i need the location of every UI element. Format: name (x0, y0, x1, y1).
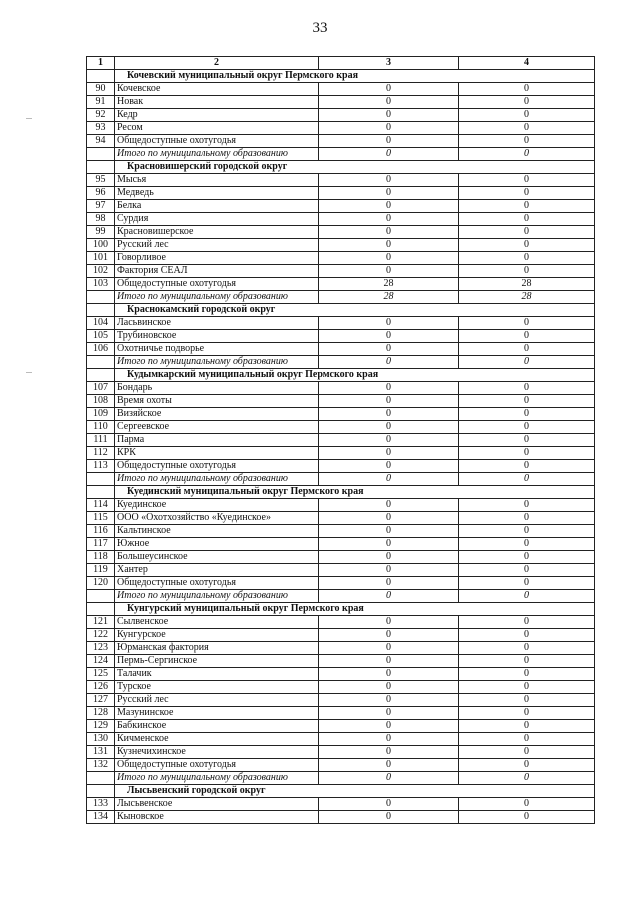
row-value-col4: 0 (459, 473, 595, 486)
table-row (87, 343, 595, 356)
row-name: Куединское (115, 499, 319, 512)
row-value-col3: 0 (319, 681, 459, 694)
row-name: Парма (115, 434, 319, 447)
row-value-col4: 0 (459, 811, 595, 824)
table-row (87, 252, 595, 265)
row-name: Большеусинское (115, 551, 319, 564)
total-row (87, 473, 595, 486)
row-number: 115 (87, 512, 115, 525)
table-row (87, 421, 595, 434)
row-name: Говорливое (115, 252, 319, 265)
section-title: Краснокамский городской округ (115, 304, 595, 317)
row-name: Пермь-Сергинское (115, 655, 319, 668)
row-name: Итого по муниципальному образованию (115, 356, 319, 369)
header-cell: 1 (87, 57, 115, 70)
row-name: Сылвенское (115, 616, 319, 629)
row-value-col3: 0 (319, 317, 459, 330)
row-number: 104 (87, 317, 115, 330)
row-name: Итого по муниципальному образованию (115, 772, 319, 785)
row-name: Ласьвинское (115, 317, 319, 330)
row-value-col4: 0 (459, 252, 595, 265)
row-name: Кичменское (115, 733, 319, 746)
row-name: Сурдия (115, 213, 319, 226)
table-row (87, 96, 595, 109)
row-name: Общедоступные охотугодья (115, 278, 319, 291)
row-value-col4: 0 (459, 356, 595, 369)
row-value-col4: 0 (459, 135, 595, 148)
row-name: Мазунинское (115, 707, 319, 720)
row-number: 96 (87, 187, 115, 200)
row-number: 122 (87, 629, 115, 642)
row-value-col4: 0 (459, 382, 595, 395)
row-number: 105 (87, 330, 115, 343)
row-value-col3: 0 (319, 642, 459, 655)
row-value-col3: 0 (319, 655, 459, 668)
section-title: Кудымкарский муниципальный округ Пермского края (115, 369, 595, 382)
row-name: Общедоступные охотугодья (115, 759, 319, 772)
row-value-col3: 0 (319, 616, 459, 629)
row-value-col3: 0 (319, 135, 459, 148)
section-spacer-cell (87, 785, 115, 798)
row-number: 129 (87, 720, 115, 733)
row-value-col3: 0 (319, 447, 459, 460)
row-value-col3: 0 (319, 382, 459, 395)
row-value-col4: 0 (459, 655, 595, 668)
row-value-col4: 0 (459, 798, 595, 811)
table-row (87, 382, 595, 395)
row-name: Визяйское (115, 408, 319, 421)
row-number: 99 (87, 226, 115, 239)
section-spacer-cell (87, 486, 115, 499)
row-name: КРК (115, 447, 319, 460)
header-cell: 4 (459, 57, 595, 70)
row-name: Мысья (115, 174, 319, 187)
table-row (87, 564, 595, 577)
table-row (87, 759, 595, 772)
table-row (87, 213, 595, 226)
section-title: Куединский муниципальный округ Пермского края (115, 486, 595, 499)
row-name: Трубиновское (115, 330, 319, 343)
section-title: Красновишерский городской округ (115, 161, 595, 174)
row-value-col4: 0 (459, 772, 595, 785)
row-number: 124 (87, 655, 115, 668)
row-value-col3: 0 (319, 512, 459, 525)
scan-mark (26, 118, 32, 119)
row-value-col4: 0 (459, 759, 595, 772)
section-row (87, 603, 595, 616)
table-row (87, 798, 595, 811)
row-value-col3: 0 (319, 174, 459, 187)
section-row (87, 161, 595, 174)
total-row (87, 148, 595, 161)
row-value-col3: 28 (319, 291, 459, 304)
table-row (87, 551, 595, 564)
row-value-col3: 0 (319, 148, 459, 161)
row-value-col3: 0 (319, 96, 459, 109)
row-value-col3: 0 (319, 733, 459, 746)
row-value-col3: 0 (319, 798, 459, 811)
row-value-col4: 0 (459, 460, 595, 473)
row-value-col3: 0 (319, 499, 459, 512)
row-value-col3: 0 (319, 746, 459, 759)
section-spacer-cell (87, 70, 115, 83)
row-number: 106 (87, 343, 115, 356)
row-value-col4: 0 (459, 694, 595, 707)
row-name: Бондарь (115, 382, 319, 395)
row-value-col4: 0 (459, 551, 595, 564)
section-row (87, 304, 595, 317)
row-value-col3: 0 (319, 408, 459, 421)
table-row (87, 187, 595, 200)
table-header-row (87, 57, 595, 70)
section-row (87, 70, 595, 83)
row-name: Итого по муниципальному образованию (115, 590, 319, 603)
row-number: 107 (87, 382, 115, 395)
row-number: 134 (87, 811, 115, 824)
row-number: 102 (87, 265, 115, 278)
row-number (87, 148, 115, 161)
row-name: Кальтинское (115, 525, 319, 538)
row-value-col3: 0 (319, 187, 459, 200)
row-value-col3: 0 (319, 239, 459, 252)
row-number: 93 (87, 122, 115, 135)
row-name: Кыновское (115, 811, 319, 824)
row-value-col4: 0 (459, 408, 595, 421)
row-name: Фактория СЕАЛ (115, 265, 319, 278)
row-value-col3: 0 (319, 252, 459, 265)
row-value-col3: 0 (319, 564, 459, 577)
row-number: 98 (87, 213, 115, 226)
row-number: 97 (87, 200, 115, 213)
row-name: Юрманская фактория (115, 642, 319, 655)
table-row (87, 538, 595, 551)
row-value-col3: 0 (319, 265, 459, 278)
table-row (87, 109, 595, 122)
table-row (87, 577, 595, 590)
row-value-col3: 0 (319, 109, 459, 122)
data-table (86, 56, 595, 824)
row-name: Кедр (115, 109, 319, 122)
row-value-col3: 0 (319, 226, 459, 239)
row-value-col4: 0 (459, 421, 595, 434)
table-row (87, 733, 595, 746)
row-value-col3: 0 (319, 460, 459, 473)
table-row (87, 707, 595, 720)
table-row (87, 655, 595, 668)
row-value-col3: 0 (319, 83, 459, 96)
row-value-col4: 0 (459, 707, 595, 720)
row-value-col3: 0 (319, 720, 459, 733)
row-value-col4: 0 (459, 187, 595, 200)
row-value-col4: 0 (459, 174, 595, 187)
row-number: 100 (87, 239, 115, 252)
row-number: 92 (87, 109, 115, 122)
row-value-col3: 0 (319, 434, 459, 447)
row-name: Медведь (115, 187, 319, 200)
section-spacer-cell (87, 369, 115, 382)
row-value-col3: 0 (319, 694, 459, 707)
table-row (87, 746, 595, 759)
section-row (87, 486, 595, 499)
row-value-col3: 0 (319, 330, 459, 343)
row-value-col4: 0 (459, 733, 595, 746)
row-number (87, 356, 115, 369)
row-number: 126 (87, 681, 115, 694)
row-name: Талачик (115, 668, 319, 681)
row-value-col3: 0 (319, 668, 459, 681)
total-row (87, 772, 595, 785)
table-row (87, 174, 595, 187)
row-number: 101 (87, 252, 115, 265)
row-value-col4: 0 (459, 122, 595, 135)
row-number: 132 (87, 759, 115, 772)
scan-mark (26, 372, 32, 373)
row-value-col3: 0 (319, 577, 459, 590)
row-name: Русский лес (115, 694, 319, 707)
row-number: 116 (87, 525, 115, 538)
table-row (87, 83, 595, 96)
section-row (87, 785, 595, 798)
table-row (87, 811, 595, 824)
row-value-col4: 0 (459, 395, 595, 408)
table-row (87, 642, 595, 655)
row-number: 120 (87, 577, 115, 590)
row-value-col4: 0 (459, 265, 595, 278)
row-number: 125 (87, 668, 115, 681)
row-name: Итого по муниципальному образованию (115, 148, 319, 161)
table-row (87, 512, 595, 525)
section-title: Лысьвенский городской округ (115, 785, 595, 798)
row-value-col3: 0 (319, 421, 459, 434)
row-number: 112 (87, 447, 115, 460)
total-row (87, 356, 595, 369)
section-spacer-cell (87, 161, 115, 174)
row-number: 110 (87, 421, 115, 434)
row-number: 91 (87, 96, 115, 109)
row-value-col3: 0 (319, 590, 459, 603)
row-value-col3: 0 (319, 200, 459, 213)
table-row (87, 616, 595, 629)
row-value-col3: 0 (319, 629, 459, 642)
row-value-col3: 0 (319, 343, 459, 356)
row-number: 108 (87, 395, 115, 408)
row-name: Бабкинское (115, 720, 319, 733)
row-value-col4: 0 (459, 226, 595, 239)
row-number: 128 (87, 707, 115, 720)
row-value-col3: 0 (319, 395, 459, 408)
row-number: 118 (87, 551, 115, 564)
row-value-col4: 0 (459, 746, 595, 759)
row-name: Сергеевское (115, 421, 319, 434)
section-spacer-cell (87, 304, 115, 317)
table-row (87, 278, 595, 291)
row-value-col4: 0 (459, 317, 595, 330)
table-row (87, 629, 595, 642)
row-name: Кузнечихинское (115, 746, 319, 759)
table-row (87, 447, 595, 460)
row-number (87, 772, 115, 785)
row-name: Общедоступные охотугодья (115, 577, 319, 590)
row-number: 109 (87, 408, 115, 421)
page-number: 33 (312, 20, 328, 36)
row-value-col4: 0 (459, 499, 595, 512)
row-name: Хантер (115, 564, 319, 577)
row-value-col4: 0 (459, 213, 595, 226)
row-value-col3: 0 (319, 551, 459, 564)
row-value-col4: 0 (459, 720, 595, 733)
table-row (87, 135, 595, 148)
row-number (87, 291, 115, 304)
row-value-col4: 0 (459, 629, 595, 642)
row-value-col3: 0 (319, 356, 459, 369)
row-value-col4: 0 (459, 239, 595, 252)
table-row (87, 317, 595, 330)
section-row (87, 369, 595, 382)
row-name: Южное (115, 538, 319, 551)
row-value-col4: 0 (459, 83, 595, 96)
row-value-col4: 0 (459, 642, 595, 655)
row-value-col4: 0 (459, 200, 595, 213)
row-value-col3: 0 (319, 707, 459, 720)
table-row (87, 330, 595, 343)
row-number: 95 (87, 174, 115, 187)
row-value-col3: 0 (319, 772, 459, 785)
row-value-col4: 0 (459, 109, 595, 122)
row-value-col4: 0 (459, 668, 595, 681)
row-value-col4: 0 (459, 330, 595, 343)
table-row (87, 434, 595, 447)
row-name: Время охоты (115, 395, 319, 408)
row-name: Турское (115, 681, 319, 694)
row-value-col4: 0 (459, 681, 595, 694)
row-number: 111 (87, 434, 115, 447)
table-row (87, 408, 595, 421)
header-cell: 3 (319, 57, 459, 70)
row-value-col3: 0 (319, 811, 459, 824)
row-name: Итого по муниципальному образованию (115, 473, 319, 486)
row-name: ООО «Охотхозяйство «Куединское» (115, 512, 319, 525)
row-number: 94 (87, 135, 115, 148)
row-number: 133 (87, 798, 115, 811)
row-number: 119 (87, 564, 115, 577)
row-number: 90 (87, 83, 115, 96)
row-value-col4: 0 (459, 434, 595, 447)
row-value-col4: 0 (459, 447, 595, 460)
row-name: Итого по муниципальному образованию (115, 291, 319, 304)
row-number: 130 (87, 733, 115, 746)
row-value-col3: 0 (319, 213, 459, 226)
table-row (87, 460, 595, 473)
row-value-col4: 28 (459, 278, 595, 291)
row-number: 121 (87, 616, 115, 629)
row-value-col4: 0 (459, 590, 595, 603)
row-name: Общедоступные охотугодья (115, 460, 319, 473)
header-cell: 2 (115, 57, 319, 70)
row-value-col4: 0 (459, 525, 595, 538)
row-number: 127 (87, 694, 115, 707)
row-value-col4: 0 (459, 577, 595, 590)
row-value-col3: 0 (319, 525, 459, 538)
row-number: 131 (87, 746, 115, 759)
total-row (87, 590, 595, 603)
row-number: 114 (87, 499, 115, 512)
total-row (87, 291, 595, 304)
row-number: 103 (87, 278, 115, 291)
row-name: Общедоступные охотугодья (115, 135, 319, 148)
section-spacer-cell (87, 603, 115, 616)
section-title: Кочевский муниципальный округ Пермского края (115, 70, 595, 83)
row-value-col4: 0 (459, 343, 595, 356)
table-row (87, 668, 595, 681)
table-row (87, 694, 595, 707)
section-title: Кунгурский муниципальный округ Пермского края (115, 603, 595, 616)
row-value-col4: 0 (459, 564, 595, 577)
row-value-col4: 0 (459, 616, 595, 629)
table-row (87, 395, 595, 408)
table-row (87, 720, 595, 733)
row-name: Кунгурское (115, 629, 319, 642)
table-row (87, 200, 595, 213)
row-number: 113 (87, 460, 115, 473)
row-value-col4: 0 (459, 148, 595, 161)
table-row (87, 265, 595, 278)
table-row (87, 226, 595, 239)
row-name: Белка (115, 200, 319, 213)
row-number (87, 590, 115, 603)
row-name: Новак (115, 96, 319, 109)
row-value-col4: 0 (459, 512, 595, 525)
table-row (87, 499, 595, 512)
row-value-col3: 0 (319, 759, 459, 772)
row-value-col3: 0 (319, 473, 459, 486)
row-number (87, 473, 115, 486)
row-value-col4: 0 (459, 96, 595, 109)
row-number: 123 (87, 642, 115, 655)
row-name: Ресом (115, 122, 319, 135)
row-number: 117 (87, 538, 115, 551)
row-name: Лысьвенское (115, 798, 319, 811)
row-value-col3: 0 (319, 122, 459, 135)
row-name: Охотничье подворье (115, 343, 319, 356)
row-value-col4: 28 (459, 291, 595, 304)
row-name: Красновишерское (115, 226, 319, 239)
table-row (87, 525, 595, 538)
table-row (87, 122, 595, 135)
table-row (87, 681, 595, 694)
row-name: Кочевское (115, 83, 319, 96)
row-value-col3: 0 (319, 538, 459, 551)
row-value-col3: 28 (319, 278, 459, 291)
row-name: Русский лес (115, 239, 319, 252)
table-row (87, 239, 595, 252)
row-value-col4: 0 (459, 538, 595, 551)
